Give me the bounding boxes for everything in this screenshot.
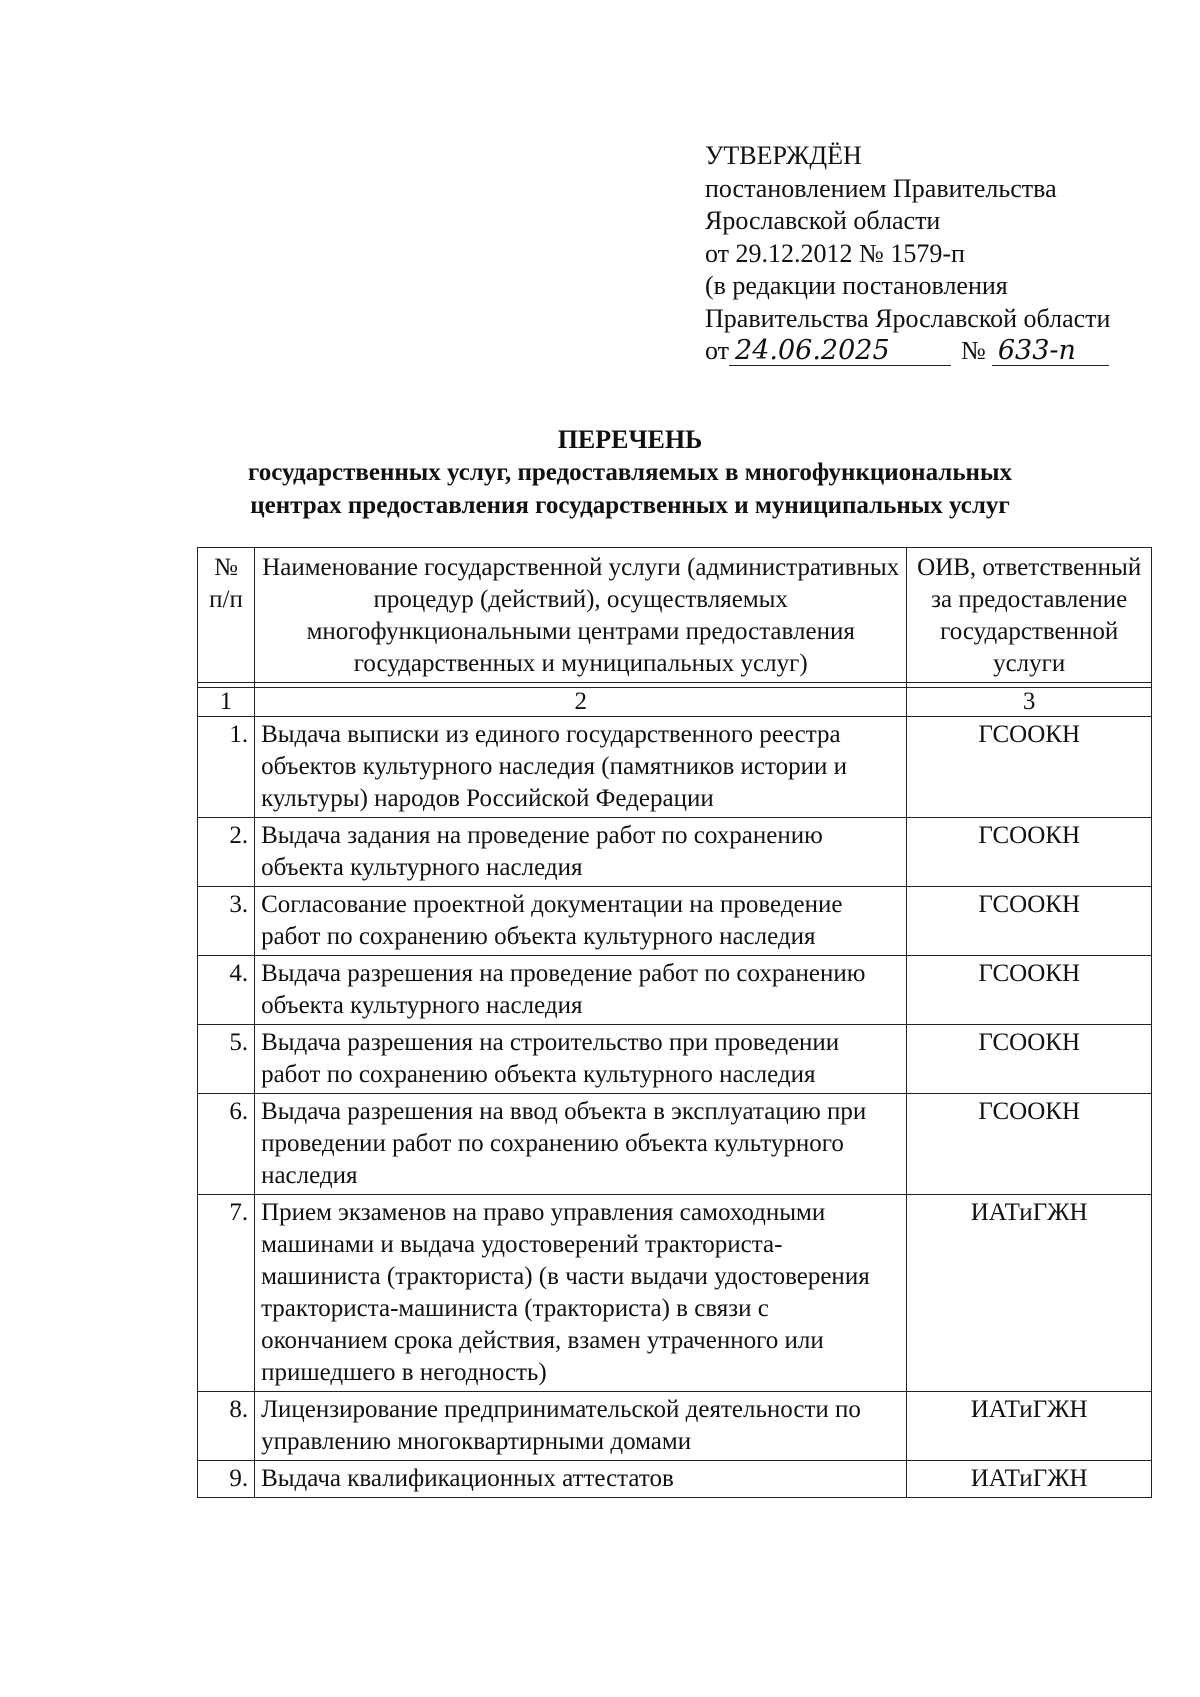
document-heading xyxy=(180,423,1080,522)
approval-title: УТВЕРЖДЁН xyxy=(705,141,862,170)
row-num: 8. xyxy=(198,1392,255,1461)
row-num: 1. xyxy=(198,717,255,818)
row-oiv: ГСООКН xyxy=(907,1094,1152,1195)
header-num: № п/п xyxy=(198,548,255,683)
row-oiv: ГСООКН xyxy=(907,717,1152,818)
table-row xyxy=(198,717,1152,818)
row-oiv: ГСООКН xyxy=(907,1025,1152,1094)
row-oiv: ИАТиГЖН xyxy=(907,1461,1152,1498)
column-index-3: 3 xyxy=(907,688,1152,717)
row-oiv: ГСООКН xyxy=(907,818,1152,887)
row-oiv: ИАТиГЖН xyxy=(907,1195,1152,1392)
header-name: Наименование государственной услуги (административных процедур (действий), осуществляемых многофункциональными центрами предоставления государственных и муниципальных услуг) xyxy=(255,548,907,683)
row-oiv: ГСООКН xyxy=(907,887,1152,956)
document-title: ПЕРЕЧЕНЬ xyxy=(557,425,703,454)
row-service-name: Выдача разрешения на строительство при проведении работ по сохранению объекта культурного наследия xyxy=(255,1025,907,1094)
table-row xyxy=(198,1461,1152,1498)
approval-line-4: (в редакции постановления xyxy=(705,271,1008,300)
row-oiv: ИАТиГЖН xyxy=(907,1392,1152,1461)
table-row xyxy=(198,956,1152,1025)
table-header-row xyxy=(198,548,1152,683)
approval-line-1: постановлением Правительства xyxy=(705,173,1057,203)
number-sign: № xyxy=(961,336,986,365)
header-oiv: ОИВ, ответственный за предоставление государственной услуги xyxy=(907,548,1152,683)
row-service-name: Выдача разрешения на проведение работ по сохранению объекта культурного наследия xyxy=(255,956,907,1025)
approval-line-3: от 29.12.2012 № 1579-п xyxy=(705,238,965,268)
approval-line-5: Правительства Ярославской области xyxy=(705,303,1111,333)
table-row xyxy=(198,1094,1152,1195)
approval-from-prefix: от xyxy=(705,336,730,365)
column-index-row xyxy=(198,688,1152,717)
row-oiv: ГСООКН xyxy=(907,956,1152,1025)
column-index-2: 2 xyxy=(255,688,907,717)
row-service-name: Выдача квалификационных аттестатов xyxy=(255,1461,907,1498)
row-service-name: Согласование проектной документации на проведение работ по сохранению объекта культурного наследия xyxy=(255,887,907,956)
table-row xyxy=(198,1392,1152,1461)
table-row xyxy=(198,1195,1152,1392)
column-index-1: 1 xyxy=(198,688,255,717)
row-num: 4. xyxy=(198,956,255,1025)
table-row xyxy=(198,1025,1152,1094)
row-service-name: Прием экзаменов на право управления самоходными машинами и выдача удостоверений тракториста-машиниста (тракториста) (в части выдачи удостоверения тракториста-машиниста (тракториста) в связи с окончанием срока действия, взамен утраченного или пришедшего в негодность) xyxy=(255,1195,907,1392)
row-service-name: Лицензирование предпринимательской деятельности по управлению многоквартирными домами xyxy=(255,1392,907,1461)
row-num: 9. xyxy=(198,1461,255,1498)
document-subtitle-line-1: государственных услуг, предоставляемых в многофункциональных xyxy=(248,459,1012,486)
row-num: 2. xyxy=(198,818,255,887)
row-service-name: Выдача выписки из единого государственного реестра объектов культурного наследия (памятников истории и культуры) народов Российской Федерации xyxy=(255,717,907,818)
row-num: 7. xyxy=(198,1195,255,1392)
handwritten-number: 633-п xyxy=(992,337,1109,366)
row-num: 5. xyxy=(198,1025,255,1094)
row-service-name: Выдача задания на проведение работ по сохранению объекта культурного наследия xyxy=(255,818,907,887)
approval-line-2: Ярославской области xyxy=(705,206,941,235)
services-table xyxy=(197,547,1152,1498)
table-row xyxy=(198,818,1152,887)
document-subtitle-line-2: центрах предоставления государственных и муниципальных услуг xyxy=(250,492,1010,519)
row-num: 6. xyxy=(198,1094,255,1195)
approval-date-number-line xyxy=(705,335,1110,368)
row-service-name: Выдача разрешения на ввод объекта в эксплуатацию при проведении работ по сохранению объекта культурного наследия xyxy=(255,1094,907,1195)
table-row xyxy=(198,887,1152,956)
row-num: 3. xyxy=(198,887,255,956)
handwritten-date: 24.06.2025 xyxy=(729,337,951,366)
approval-block xyxy=(705,140,1110,368)
